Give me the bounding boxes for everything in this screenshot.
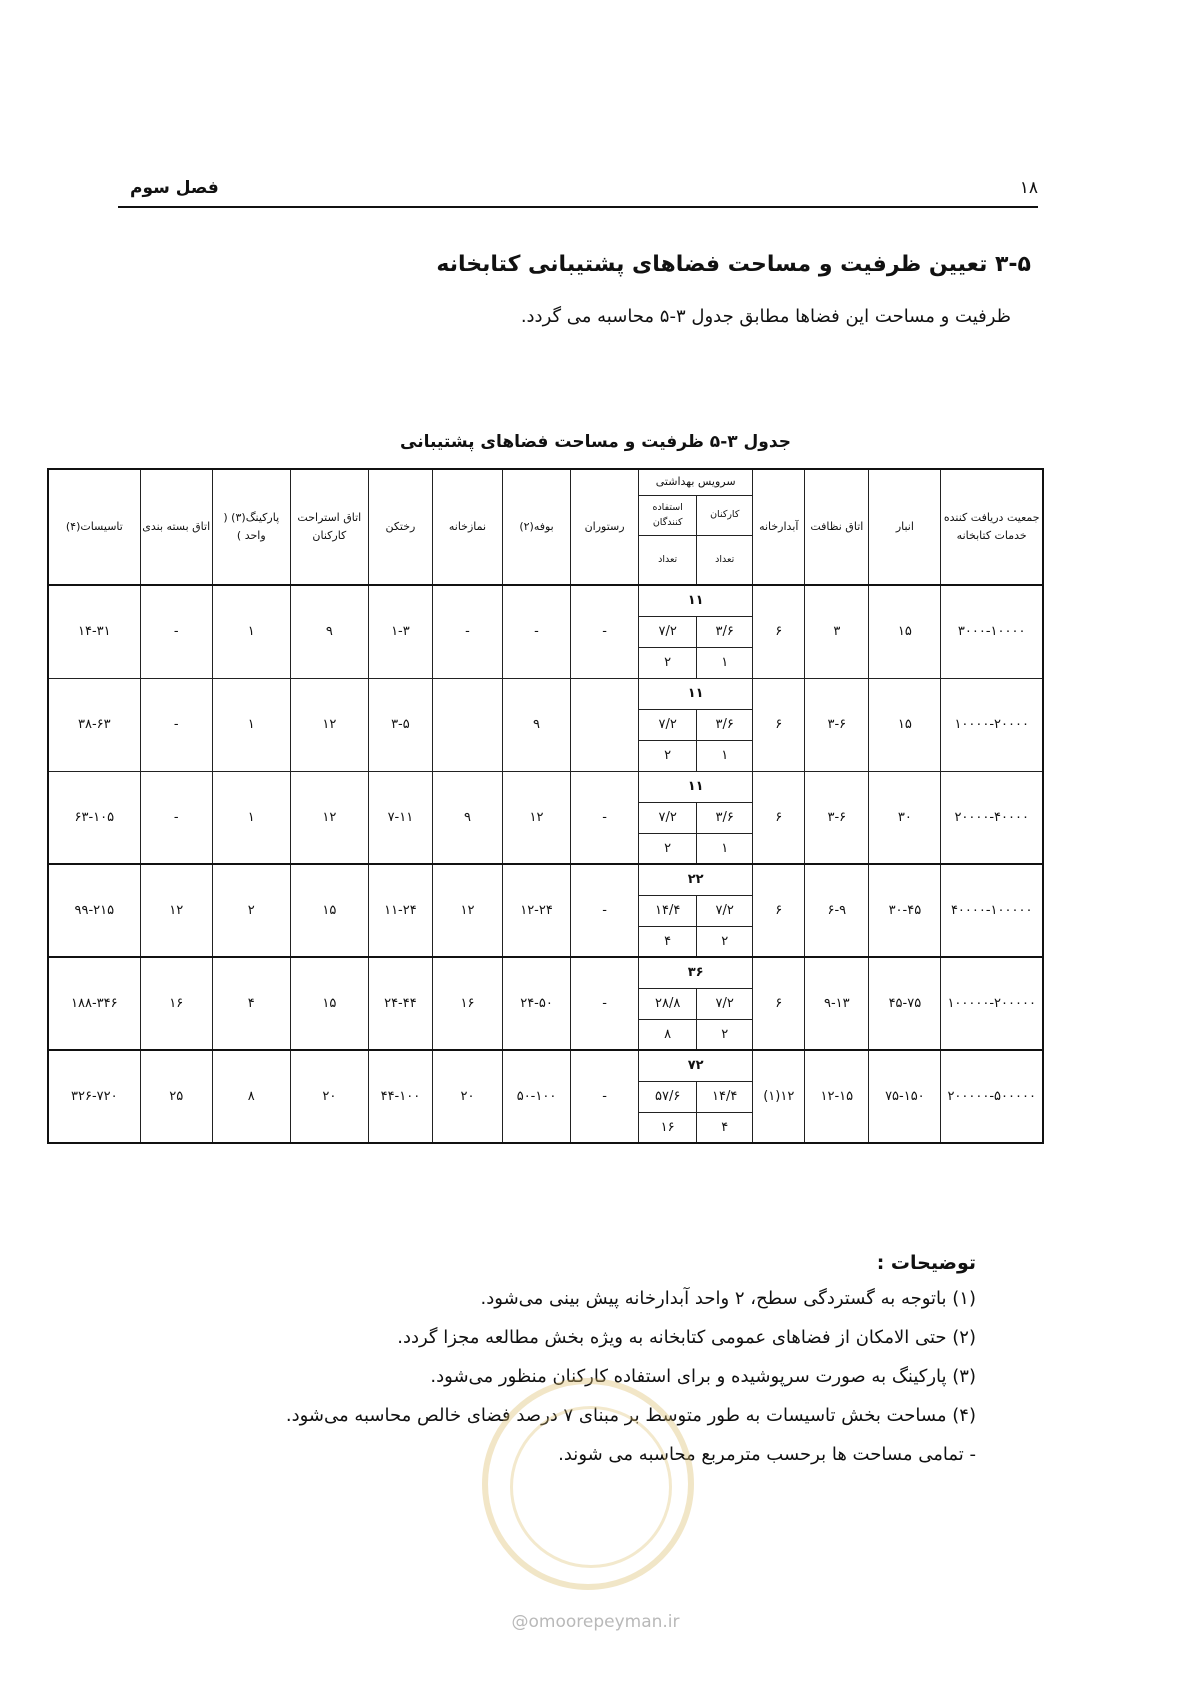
cell-parking: ۴ bbox=[212, 957, 290, 1050]
cell-users-area: ۷/۲ bbox=[639, 709, 697, 740]
cell-staff-area: ۷/۲ bbox=[697, 988, 753, 1019]
header-cleaning-room: اتاق نظافت bbox=[805, 469, 869, 585]
cell-sanitary-total: ۳۶ bbox=[639, 957, 753, 988]
cell-cleaning: ۳-۶ bbox=[805, 678, 869, 771]
cell-buffet: ۵۰-۱۰۰ bbox=[503, 1050, 571, 1143]
cell-storage: ۳۰-۴۵ bbox=[869, 864, 941, 957]
cell-users-count: ۲ bbox=[639, 647, 697, 678]
cell-buffet: - bbox=[503, 585, 571, 678]
cell-staff-count: ۲ bbox=[697, 926, 753, 957]
cell-rest: ۱۲ bbox=[290, 678, 368, 771]
cell-packaging: ۱۲ bbox=[140, 864, 212, 957]
cell-rest: ۱۵ bbox=[290, 864, 368, 957]
cell-buffet: ۹ bbox=[503, 678, 571, 771]
header-users-count: تعداد bbox=[639, 535, 697, 585]
cell-cleaning: ۳ bbox=[805, 585, 869, 678]
note-item: (۴) مساحت بخش تاسیسات به طور متوسط بر مبنای ۷ درصد فضای خالص محاسبه می‌شود. bbox=[285, 1405, 976, 1426]
cell-pantry: ۶ bbox=[753, 678, 805, 771]
cell-users-area: ۷/۲ bbox=[639, 802, 697, 833]
cell-packaging: - bbox=[140, 771, 212, 864]
cell-staff-count: ۱ bbox=[697, 647, 753, 678]
cell-users-count: ۲ bbox=[639, 833, 697, 864]
cell-users-area: ۵۷/۶ bbox=[639, 1081, 697, 1112]
cell-changing: ۴۴-۱۰۰ bbox=[368, 1050, 432, 1143]
cell-parking: ۱ bbox=[212, 678, 290, 771]
cell-pantry: ۶ bbox=[753, 864, 805, 957]
cell-changing: ۳-۵ bbox=[368, 678, 432, 771]
cell-cleaning: ۶-۹ bbox=[805, 864, 869, 957]
header-staff-count: تعداد bbox=[697, 535, 753, 585]
cell-pantry: ۶ bbox=[753, 957, 805, 1050]
cell-storage: ۴۵-۷۵ bbox=[869, 957, 941, 1050]
cell-parking: ۸ bbox=[212, 1050, 290, 1143]
cell-staff-area: ۷/۲ bbox=[697, 895, 753, 926]
cell-storage: ۱۵ bbox=[869, 585, 941, 678]
cell-population: ۴۰۰۰۰-۱۰۰۰۰۰ bbox=[941, 864, 1043, 957]
cell-buffet: ۱۲ bbox=[503, 771, 571, 864]
header-staff-rest-room: اتاق استراحت کارکنان bbox=[290, 469, 368, 585]
cell-staff-area: ۳/۶ bbox=[697, 709, 753, 740]
page-number: ۱۸ bbox=[1019, 178, 1038, 198]
cell-cleaning: ۱۲-۱۵ bbox=[805, 1050, 869, 1143]
table-caption: جدول ۳-۵ ظرفیت و مساحت فضاهای پشتیبانی bbox=[400, 432, 791, 452]
cell-population: ۲۰۰۰۰۰-۵۰۰۰۰۰ bbox=[941, 1050, 1043, 1143]
cell-staff-count: ۱ bbox=[697, 740, 753, 771]
cell-changing: ۲۴-۴۴ bbox=[368, 957, 432, 1050]
note-item: (۳) پارکینگ به صورت سرپوشیده و برای استفاده کارکنان منظور می‌شود. bbox=[430, 1366, 976, 1387]
cell-users-count: ۸ bbox=[639, 1019, 697, 1050]
cell-population: ۱۰۰۰۰-۲۰۰۰۰ bbox=[941, 678, 1043, 771]
cell-pantry: ۱۲(۱) bbox=[753, 1050, 805, 1143]
cell-cleaning: ۹-۱۳ bbox=[805, 957, 869, 1050]
cell-population: ۳۰۰۰-۱۰۰۰۰ bbox=[941, 585, 1043, 678]
section-title: ۳-۵ تعیین ظرفیت و مساحت فضاهای پشتیبانی کتابخانه bbox=[436, 252, 1031, 277]
cell-staff-area: ۳/۶ bbox=[697, 802, 753, 833]
cell-buffet: ۲۴-۵۰ bbox=[503, 957, 571, 1050]
cell-staff-count: ۴ bbox=[697, 1112, 753, 1143]
cell-sanitary-total: ۲۲ bbox=[639, 864, 753, 895]
cell-users-area: ۱۴/۴ bbox=[639, 895, 697, 926]
header-staff: کارکنان bbox=[697, 495, 753, 535]
cell-rest: ۱۵ bbox=[290, 957, 368, 1050]
cell-sanitary-total: ۱۱ bbox=[639, 678, 753, 709]
cell-prayer: ۱۶ bbox=[432, 957, 502, 1050]
cell-users-count: ۲ bbox=[639, 740, 697, 771]
cell-parking: ۱ bbox=[212, 585, 290, 678]
cell-parking: ۱ bbox=[212, 771, 290, 864]
cell-prayer: ۹ bbox=[432, 771, 502, 864]
cell-storage: ۳۰ bbox=[869, 771, 941, 864]
header-parking: پارکینگ(۳) ( واحد ) bbox=[212, 469, 290, 585]
header-buffet: بوفه(۲) bbox=[503, 469, 571, 585]
cell-prayer: ۱۲ bbox=[432, 864, 502, 957]
cell-staff-count: ۱ bbox=[697, 833, 753, 864]
watermark-seal bbox=[482, 1378, 694, 1590]
cell-changing: ۱۱-۲۴ bbox=[368, 864, 432, 957]
cell-prayer: - bbox=[432, 585, 502, 678]
cell-restaurant bbox=[571, 678, 639, 771]
page-header bbox=[118, 178, 1038, 208]
cell-restaurant: - bbox=[571, 957, 639, 1050]
cell-installations: ۱۸۸-۳۴۶ bbox=[48, 957, 140, 1050]
header-pantry: آبدارخانه bbox=[753, 469, 805, 585]
cell-packaging: ۱۶ bbox=[140, 957, 212, 1050]
cell-packaging: - bbox=[140, 678, 212, 771]
cell-storage: ۷۵-۱۵۰ bbox=[869, 1050, 941, 1143]
header-divider bbox=[118, 206, 1038, 208]
cell-staff-area: ۳/۶ bbox=[697, 616, 753, 647]
cell-restaurant: - bbox=[571, 585, 639, 678]
note-item: - تمامی مساحت ها برحسب مترمربع محاسبه می شوند. bbox=[558, 1444, 976, 1465]
header-population: جمعیت دریافت کننده خدمات کتابخانه bbox=[941, 469, 1043, 585]
cell-rest: ۱۲ bbox=[290, 771, 368, 864]
support-spaces-table bbox=[47, 468, 1044, 1144]
cell-changing: ۱-۳ bbox=[368, 585, 432, 678]
cell-staff-count: ۲ bbox=[697, 1019, 753, 1050]
cell-installations: ۳۲۶-۷۲۰ bbox=[48, 1050, 140, 1143]
cell-installations: ۶۳-۱۰۵ bbox=[48, 771, 140, 864]
watermark-url: @omoorepeyman.ir bbox=[511, 1612, 680, 1632]
header-restaurant: رستوران bbox=[571, 469, 639, 585]
cell-parking: ۲ bbox=[212, 864, 290, 957]
header-users: استفاده کنندگان bbox=[639, 495, 697, 535]
notes-title: توضیحات : bbox=[876, 1252, 976, 1274]
header-storage: انبار bbox=[869, 469, 941, 585]
header-sanitary: سرویس بهداشتی bbox=[639, 469, 753, 495]
cell-users-area: ۲۸/۸ bbox=[639, 988, 697, 1019]
cell-installations: ۳۸-۶۳ bbox=[48, 678, 140, 771]
cell-population: ۱۰۰۰۰۰-۲۰۰۰۰۰ bbox=[941, 957, 1043, 1050]
cell-restaurant: - bbox=[571, 771, 639, 864]
cell-cleaning: ۳-۶ bbox=[805, 771, 869, 864]
cell-installations: ۹۹-۲۱۵ bbox=[48, 864, 140, 957]
cell-restaurant: - bbox=[571, 1050, 639, 1143]
cell-sanitary-total: ۱۱ bbox=[639, 585, 753, 616]
cell-population: ۲۰۰۰۰-۴۰۰۰۰ bbox=[941, 771, 1043, 864]
cell-pantry: ۶ bbox=[753, 585, 805, 678]
cell-prayer: ۲۰ bbox=[432, 1050, 502, 1143]
chapter-title: فصل سوم bbox=[130, 178, 219, 198]
cell-installations: ۱۴-۳۱ bbox=[48, 585, 140, 678]
cell-changing: ۷-۱۱ bbox=[368, 771, 432, 864]
intro-paragraph: ظرفیت و مساحت این فضاها مطابق جدول ۳-۵ محاسبه می گردد. bbox=[520, 306, 1011, 327]
header-changing-room: رختکن bbox=[368, 469, 432, 585]
note-item: (۲) حتی الامکان از فضاهای عمومی کتابخانه به ویژه بخش مطالعه مجزا گردد. bbox=[397, 1327, 976, 1348]
header-installations: تاسیسات(۴) bbox=[48, 469, 140, 585]
cell-packaging: ۲۵ bbox=[140, 1050, 212, 1143]
cell-users-count: ۱۶ bbox=[639, 1112, 697, 1143]
note-item: (۱) باتوجه به گستردگی سطح، ۲ واحد آبدارخانه پیش بینی می‌شود. bbox=[480, 1288, 976, 1309]
cell-users-area: ۷/۲ bbox=[639, 616, 697, 647]
cell-sanitary-total: ۱۱ bbox=[639, 771, 753, 802]
cell-rest: ۲۰ bbox=[290, 1050, 368, 1143]
header-packaging-room: اتاق بسته بندی bbox=[140, 469, 212, 585]
cell-packaging: - bbox=[140, 585, 212, 678]
cell-staff-area: ۱۴/۴ bbox=[697, 1081, 753, 1112]
cell-pantry: ۶ bbox=[753, 771, 805, 864]
cell-restaurant: - bbox=[571, 864, 639, 957]
cell-buffet: ۱۲-۲۴ bbox=[503, 864, 571, 957]
header-prayer-room: نمازخانه bbox=[432, 469, 502, 585]
cell-storage: ۱۵ bbox=[869, 678, 941, 771]
cell-sanitary-total: ۷۲ bbox=[639, 1050, 753, 1081]
cell-users-count: ۴ bbox=[639, 926, 697, 957]
cell-prayer bbox=[432, 678, 502, 771]
cell-rest: ۹ bbox=[290, 585, 368, 678]
